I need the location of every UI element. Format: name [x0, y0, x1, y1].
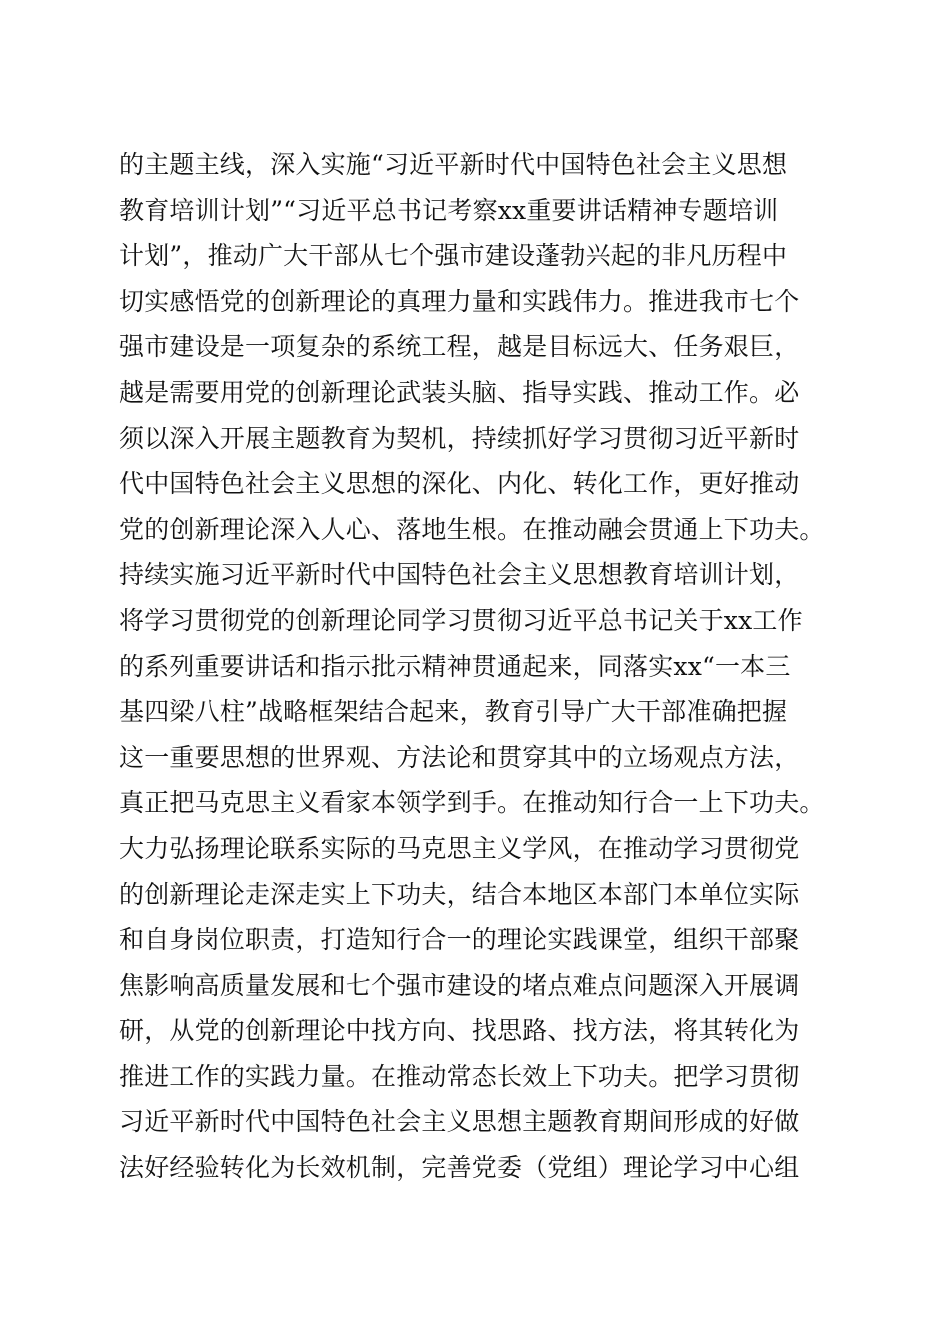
text-line: 基四梁八柱”战略框架结合起来，教育引导广大干部准确把握 — [119, 697, 788, 727]
text-line: 焦影响高质量发展和七个强市建设的堵点难点问题深入开展调 — [119, 970, 800, 1000]
text-line: 这一重要思想的世界观、方法论和贯穿其中的立场观点方法， — [119, 742, 800, 772]
text-line: 真正把马克思主义看家本领学到手。在推动知行合一上下功夫。 — [119, 788, 825, 818]
text-line: 将学习贯彻党的创新理论同学习贯彻习近平总书记关于xx工作 — [119, 605, 803, 635]
text-line: 推进工作的实践力量。在推动常态长效上下功夫。把学习贯彻 — [119, 1061, 800, 1091]
text-line: 越是需要用党的创新理论武装头脑、指导实践、推动工作。必 — [119, 377, 800, 407]
text-line: 须以深入开展主题教育为契机，持续抓好学习贯彻习近平新时 — [119, 423, 800, 453]
text-line: 大力弘扬理论联系实际的马克思主义学风，在推动学习贯彻党 — [119, 833, 800, 863]
text-line: 和自身岗位职责，打造知行合一的理论实践课堂，组织干部聚 — [119, 925, 800, 955]
text-line: 的创新理论走深走实上下功夫，结合本地区本部门本单位实际 — [119, 879, 800, 909]
text-line: 法好经验转化为长效机制，完善党委（党组）理论学习中心组 — [119, 1153, 800, 1183]
body-paragraph — [119, 142, 839, 1191]
text-line: 强市建设是一项复杂的系统工程，越是目标远大、任务艰巨， — [119, 332, 800, 362]
text-line: 教育培训计划”“习近平总书记考察xx重要讲话精神专题培训 — [119, 195, 779, 225]
text-line: 计划”，推动广大干部从七个强市建设蓬勃兴起的非凡历程中 — [119, 241, 788, 271]
text-line: 持续实施习近平新时代中国特色社会主义思想教育培训计划， — [119, 560, 800, 590]
text-line: 习近平新时代中国特色社会主义思想主题教育期间形成的好做 — [119, 1107, 800, 1137]
text-line: 的系列重要讲话和指示批示精神贯通起来，同落实xx“一本三 — [119, 651, 791, 681]
text-line: 研，从党的创新理论中找方向、找思路、找方法，将其转化为 — [119, 1016, 800, 1046]
text-line: 代中国特色社会主义思想的深化、内化、转化工作，更好推动 — [119, 469, 800, 499]
text-line: 党的创新理论深入人心、落地生根。在推动融会贯通上下功夫。 — [119, 514, 825, 544]
text-line: 的主题主线，深入实施“习近平新时代中国特色社会主义思想 — [119, 150, 788, 179]
text-line: 切实感悟党的创新理论的真理力量和实践伟力。推进我市七个 — [119, 286, 800, 316]
